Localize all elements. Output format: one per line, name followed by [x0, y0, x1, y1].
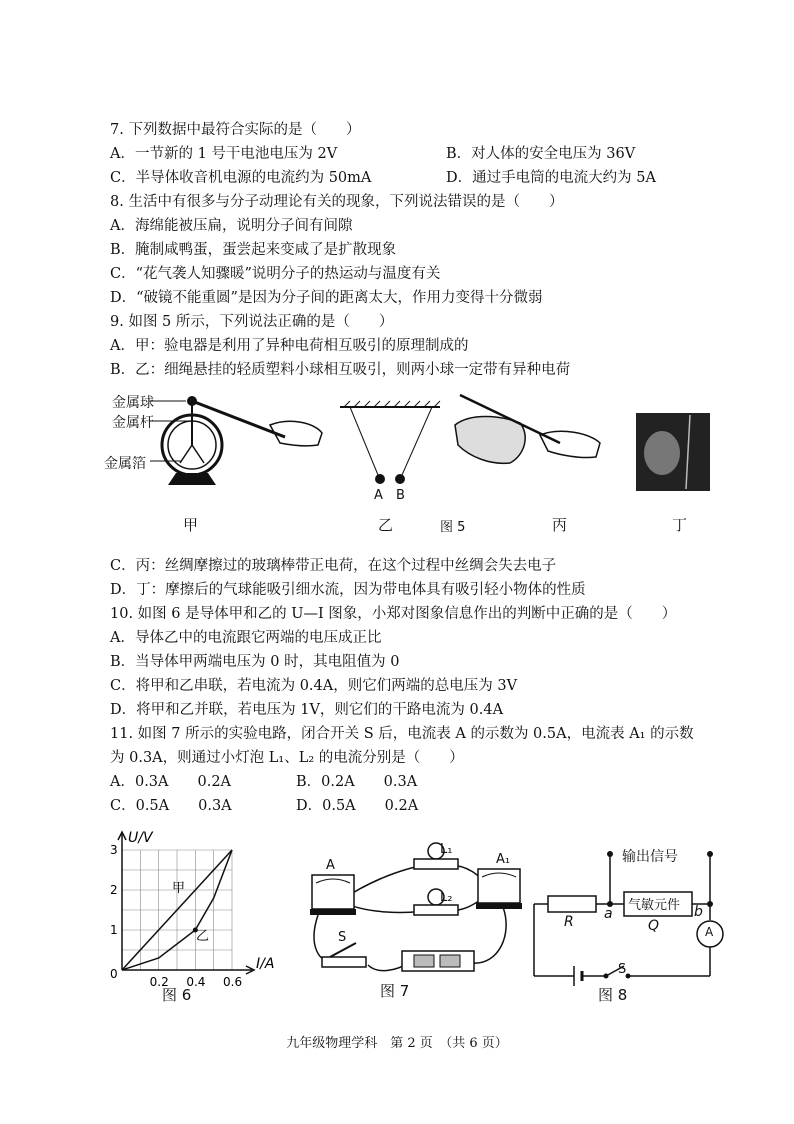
chart-y-axis-label: U/V	[128, 830, 153, 846]
q8-option-c: C．“花气袭人知骤暖”说明分子的热运动与温度有关	[110, 266, 441, 282]
q7-option-d: D．通过手电筒的电流大约为 5A	[446, 170, 656, 186]
q11-option-d: D．0.5A 0.2A	[296, 798, 419, 814]
y-tick-label: 3	[110, 843, 118, 857]
label-metal-foil: 金属箔	[104, 456, 146, 472]
silk-rubbing-figure	[455, 395, 600, 463]
label-gas-sensor: 气敏元件	[628, 898, 681, 913]
label-ammeter: A	[705, 925, 714, 939]
label-ball-b: B	[396, 488, 405, 503]
electroscope-figure	[150, 396, 322, 485]
caption-figure-8: 图 8	[598, 986, 628, 1004]
label-node-b: b	[694, 904, 703, 920]
circuit-label-l1: L₁	[440, 842, 453, 857]
page-footer: 九年级物理学科 第 2 页 （共 6 页）	[286, 1036, 508, 1051]
caption-figure-7: 图 7	[380, 982, 410, 1000]
q10-option-a: A．导体乙中的电流跟它两端的电压成正比	[110, 630, 382, 646]
label-metal-rod: 金属杆	[112, 415, 154, 431]
circuit-label-l2: L₂	[440, 890, 453, 905]
label-output-signal: 输出信号	[622, 849, 678, 865]
label-resistor-r: R	[564, 914, 574, 930]
caption-figure-5: 图 5	[440, 520, 466, 535]
q11-stem-line-1: 11. 如图 7 所示的实验电路，闭合开关 S 后，电流表 A 的示数为 0.5A，电流表 A₁ 的示数	[110, 726, 694, 742]
q11-stem-line-2: 为 0.3A，则通过小灯泡 L₁、L₂ 的电流分别是（ ）	[110, 750, 464, 766]
q8-option-d: D．“破镜不能重圆”是因为分子间的距离太大，作用力变得十分微弱	[110, 290, 543, 306]
y-tick-label: 2	[110, 883, 118, 897]
q9-stem: 9. 如图 5 所示，下列说法正确的是（ ）	[110, 314, 394, 330]
circuit-label-a1: A₁	[496, 852, 511, 867]
hanging-balls-figure	[340, 401, 440, 484]
switch-s	[322, 943, 366, 967]
q9-option-a: A．甲：验电器是利用了异种电荷相互吸引的原理制成的	[110, 338, 469, 354]
series-label-yi: 乙	[196, 929, 210, 944]
q7-option-b: B．对人体的安全电压为 36V	[446, 146, 636, 162]
chart-origin-label: 0	[110, 967, 118, 981]
q10-option-b: B．当导体甲两端电压为 0 时，其电阻值为 0	[110, 654, 400, 670]
x-tick-label: 0.2	[149, 975, 169, 989]
circuit-label-a: A	[326, 858, 335, 873]
label-ball-a: A	[374, 488, 383, 503]
label-node-a: a	[604, 906, 613, 922]
caption-jia: 甲	[183, 516, 199, 534]
caption-yi: 乙	[378, 516, 394, 534]
q9-option-d: D．丁：摩擦后的气球能吸引细水流，因为带电体具有吸引轻小物体的性质	[110, 582, 586, 598]
q7-stem: 7. 下列数据中最符合实际的是（ ）	[110, 122, 361, 138]
figure-6-chart	[100, 828, 280, 1008]
q11-option-a: A．0.3A 0.2A	[110, 774, 232, 790]
chart-x-axis-label: I/A	[256, 956, 275, 972]
q7-option-c: C．半导体收音机电源的电流约为 50mA	[110, 170, 372, 186]
q8-stem: 8. 生活中有很多与分子动理论有关的现象，下列说法错误的是（ ）	[110, 194, 564, 210]
label-switch-s: S	[618, 962, 627, 977]
q7-option-a: A．一节新的 1 号干电池电压为 2V	[110, 146, 338, 162]
q10-option-c: C．将甲和乙串联，若电流为 0.4A，则它们两端的总电压为 3V	[110, 678, 518, 694]
ammeter-a	[310, 875, 356, 915]
circuit-label-s: S	[338, 930, 347, 945]
q10-option-d: D．将甲和乙并联，若电压为 1V，则它们的干路电流为 0.4A	[110, 702, 504, 718]
q8-option-b: B．腌制咸鸭蛋，蛋尝起来变咸了是扩散现象	[110, 242, 397, 258]
label-sensor-q: Q	[648, 918, 660, 934]
y-tick-label: 1	[110, 923, 118, 937]
ammeter-a1	[476, 869, 522, 909]
series-label-jia: 甲	[172, 881, 186, 896]
q8-option-a: A．海绵能被压扁，说明分子间有间隙	[110, 218, 353, 234]
balloon-photo	[636, 413, 710, 491]
battery-box	[402, 951, 474, 971]
q11-option-c: C．0.5A 0.3A	[110, 798, 232, 814]
caption-bing: 丙	[552, 516, 568, 534]
q9-option-b: B．乙：细绳悬挂的轻质塑料小球相互吸引，则两小球一定带有异种电荷	[110, 362, 571, 378]
label-metal-ball: 金属球	[112, 395, 154, 411]
q11-option-b: B．0.2A 0.3A	[296, 774, 418, 790]
caption-ding: 丁	[672, 516, 688, 534]
q9-option-c: C．丙：丝绸摩擦过的玻璃棒带正电荷，在这个过程中丝绸会失去电子	[110, 558, 557, 574]
x-tick-label: 0.4	[186, 975, 206, 989]
q10-stem: 10. 如图 6 是导体甲和乙的 U—I 图象，小郑对图象信息作出的判断中正确的是（ ）	[110, 606, 677, 622]
caption-figure-6: 图 6	[162, 986, 192, 1004]
x-tick-label: 0.6	[223, 975, 243, 989]
